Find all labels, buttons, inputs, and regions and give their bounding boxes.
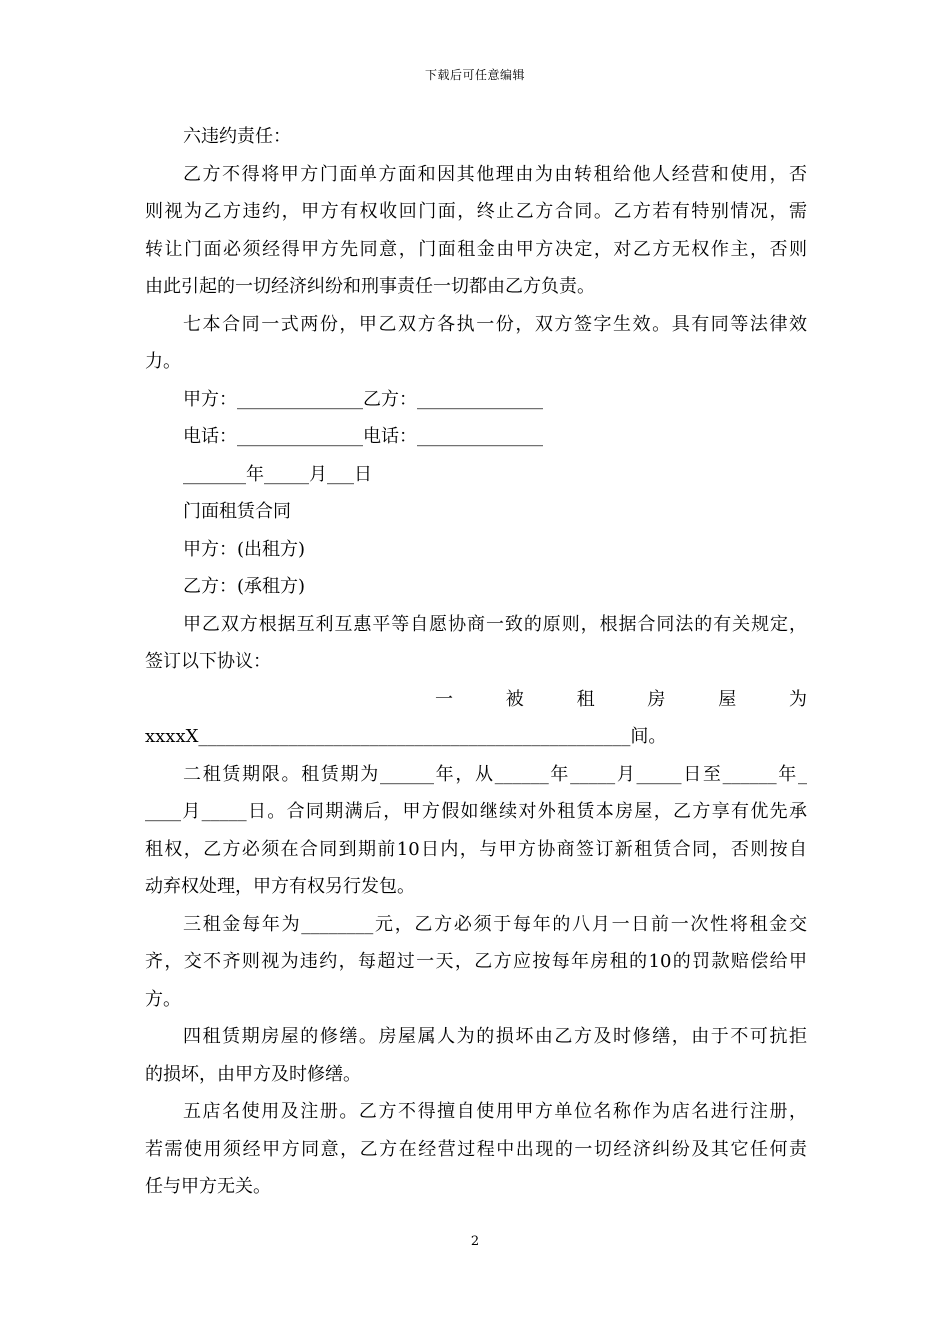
text-line: 力。 [145, 351, 181, 372]
spread-char: 为 [788, 688, 807, 710]
text-line: 三租金每年为________元，乙方必须于每年的八月一日前一次性将租金交 [183, 913, 807, 935]
text-line: 甲方：(出租方) [183, 538, 306, 560]
spread-char: 一 [435, 688, 453, 710]
text-line: ____月_____日。合同期满后，甲方假如继续对外租赁本房屋，乙方享有优先承 [145, 801, 807, 822]
text-line: 四租赁期房屋的修缮。房屋属人为的损坏由乙方及时修缮，由于不可抗拒 [183, 1026, 807, 1047]
text-line: 任与甲方无关。 [145, 1176, 271, 1197]
text-line: 二租赁期限。租赁期为______年，从______年_____月_____日至______年_ [183, 763, 807, 785]
text-line: 租权，乙方必须在合同到期前10日内，与甲方协商签订新租赁合同，否则按自 [145, 838, 807, 860]
text-line: 的损坏，由甲方及时修缮。 [145, 1063, 361, 1085]
page-header: 下载后可任意编辑 [424, 68, 525, 82]
text-line: 六违约责任： [183, 126, 291, 147]
text-line: 七本合同一式两份，甲乙双方各执一份，双方签字生效。具有同等法律效 [183, 313, 807, 335]
text-line: 齐，交不齐则视为违约，每超过一天，乙方应按每年房租的10的罚款赔偿给甲 [145, 951, 807, 972]
text-line: 甲方：______________乙方：______________ [183, 388, 543, 410]
text-line: 门面租赁合同 [183, 501, 291, 522]
page-number: 2 [470, 1234, 480, 1249]
spread-line [145, 681, 807, 719]
text-line: 电话：______________电话：______________ [183, 426, 543, 447]
spread-char: 租 [576, 688, 595, 710]
text-line: 由此引起的一切经济纠纷和刑事责任一切都由乙方负责。 [145, 276, 595, 297]
text-line: 甲乙双方根据互利互惠平等自愿协商一致的原则，根据合同法的有关规定， [183, 613, 807, 635]
text-line: 方。 [145, 988, 181, 1010]
text-line: 签订以下协议： [145, 651, 271, 672]
spread-char: 房 [647, 688, 666, 710]
text-line: 则视为乙方违约，甲方有权收回门面，终止乙方合同。乙方若有特别情况，需 [145, 201, 807, 222]
text-line: 五店名使用及注册。乙方不得擅自使用甲方单位名称作为店名进行注册， [183, 1101, 807, 1122]
text-line: _______年_____月___日 [183, 463, 372, 485]
spread-char: 屋 [718, 688, 737, 710]
text-line: xxxxX________________________________________________间。 [145, 726, 667, 747]
text-line: 动弃权处理，甲方有权另行发包。 [145, 876, 415, 897]
text-line: 若需使用须经甲方同意，乙方在经营过程中出现的一切经济纠纷及其它任何责 [145, 1138, 807, 1160]
text-line: 乙方不得将甲方门面单方面和因其他理由为由转租给他人经营和使用，否 [183, 163, 807, 185]
text-line: 乙方：(承租方) [183, 576, 306, 597]
spread-char: 被 [505, 688, 524, 710]
document-body [145, 118, 807, 1206]
text-line: 转让门面必须经得甲方先同意，门面租金由甲方决定，对乙方无权作主，否则 [145, 238, 807, 260]
